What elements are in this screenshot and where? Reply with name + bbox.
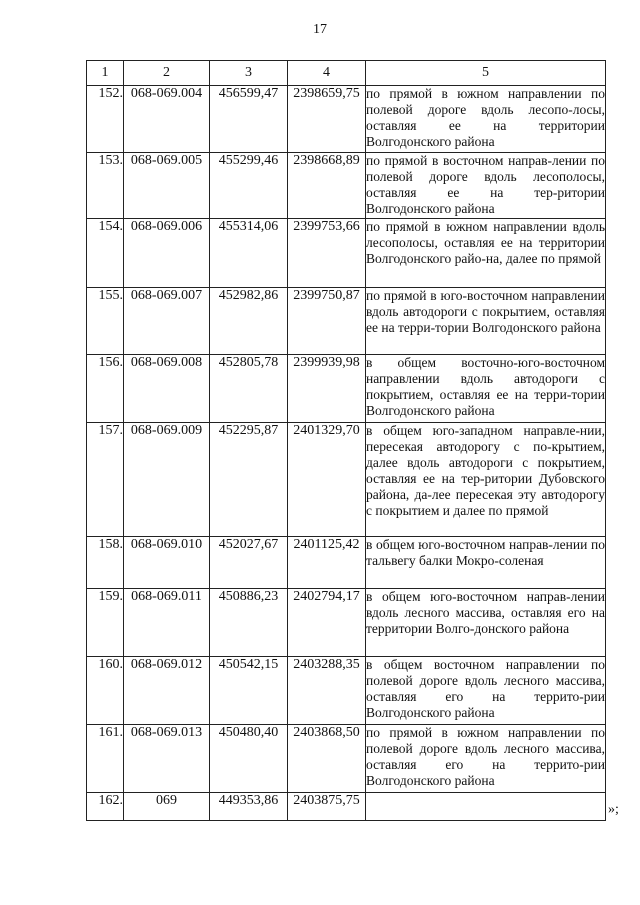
coord-x: 449353,86 — [210, 793, 288, 821]
header-col-5: 5 — [366, 61, 606, 86]
coord-x: 452027,67 — [210, 537, 288, 589]
page-number: 17 — [313, 22, 327, 37]
table-row — [87, 153, 606, 219]
coord-y: 2398659,75 — [288, 86, 366, 153]
header-col-2: 2 — [124, 61, 210, 86]
table-row — [87, 793, 606, 821]
boundary-description: по прямой в южном направлении по полевой дороге вдоль лесного массива, оставляя его на террито-рии Волгодонского района — [366, 725, 606, 793]
coord-x: 450480,40 — [210, 725, 288, 793]
table-row — [87, 355, 606, 423]
table-row — [87, 657, 606, 725]
coord-y: 2403875,75 — [288, 793, 366, 821]
coord-x: 450542,15 — [210, 657, 288, 725]
boundary-description — [366, 793, 606, 821]
header-col-3: 3 — [210, 61, 288, 86]
coord-y: 2402794,17 — [288, 589, 366, 657]
coord-x: 452805,78 — [210, 355, 288, 423]
point-code: 068-069.007 — [124, 288, 210, 355]
row-number: 156. — [87, 355, 124, 423]
boundary-description: в общем восточном направлении по полевой дороге вдоль лесного массива, оставляя его на террито-рии Волгодонского района — [366, 657, 606, 725]
table-row — [87, 537, 606, 589]
table-row — [87, 725, 606, 793]
coord-x: 456599,47 — [210, 86, 288, 153]
row-number: 162. — [87, 793, 124, 821]
row-number: 159. — [87, 589, 124, 657]
coord-x: 450886,23 — [210, 589, 288, 657]
row-number: 158. — [87, 537, 124, 589]
table-row — [87, 219, 606, 288]
point-code: 068-069.006 — [124, 219, 210, 288]
table-header-row — [87, 61, 606, 86]
coord-x: 455314,06 — [210, 219, 288, 288]
coord-x: 455299,46 — [210, 153, 288, 219]
point-code: 069 — [124, 793, 210, 821]
point-code: 068-069.011 — [124, 589, 210, 657]
boundary-description: в общем восточно-юго-восточном направлении вдоль автодороги с покрытием, оставляя ее на терри-тории Волгодонского района — [366, 355, 606, 423]
row-number: 161. — [87, 725, 124, 793]
point-code: 068-069.009 — [124, 423, 210, 537]
coord-y: 2403288,35 — [288, 657, 366, 725]
row-number: 152. — [87, 86, 124, 153]
boundary-description: по прямой в южном направлении по полевой дороге вдоль лесопо-лосы, оставляя ее на территории Волгодонского района — [366, 86, 606, 153]
boundary-description: в общем юго-восточном направ-лении по тальвегу балки Мокро-соленая — [366, 537, 606, 589]
table-row — [87, 288, 606, 355]
point-code: 068-069.013 — [124, 725, 210, 793]
coord-y: 2401329,70 — [288, 423, 366, 537]
row-number: 153. — [87, 153, 124, 219]
coord-y: 2399939,98 — [288, 355, 366, 423]
coord-x: 452295,87 — [210, 423, 288, 537]
boundary-description: по прямой в юго-восточном направлении вдоль автодороги с покрытием, оставляя ее на терри-тории Волгодонского района — [366, 288, 606, 355]
row-number: 154. — [87, 219, 124, 288]
table-row — [87, 423, 606, 537]
coord-y: 2399750,87 — [288, 288, 366, 355]
header-col-4: 4 — [288, 61, 366, 86]
row-number: 155. — [87, 288, 124, 355]
coord-y: 2399753,66 — [288, 219, 366, 288]
boundary-description: в общем юго-восточном направ-лении вдоль лесного массива, оставляя его на территории Волго-донского района — [366, 589, 606, 657]
boundary-description: в общем юго-западном направле-нии, пересекая автодорогу с по-крытием, далее вдоль автодороги с покрытием, оставляя ее на тер-ритории Дубовского района, да-лее пересекая эту автодорогу с покрытием и далее по прямой — [366, 423, 606, 537]
boundary-description: по прямой в южном направлении вдоль лесополосы, оставляя ее на территории Волгодонского райо-на, далее по прямой — [366, 219, 606, 288]
point-code: 068-069.012 — [124, 657, 210, 725]
point-code: 068-069.008 — [124, 355, 210, 423]
header-col-1: 1 — [87, 61, 124, 86]
coord-y: 2398668,89 — [288, 153, 366, 219]
closing-quote-mark: »; — [608, 802, 619, 817]
point-code: 068-069.005 — [124, 153, 210, 219]
row-number: 157. — [87, 423, 124, 537]
coord-x: 452982,86 — [210, 288, 288, 355]
boundary-description: по прямой в восточном направ-лении по полевой дороге вдоль лесополосы, оставляя ее на тер-ритории Волгодонского района — [366, 153, 606, 219]
table-row — [87, 589, 606, 657]
coordinates-table — [86, 60, 606, 821]
table-row — [87, 86, 606, 153]
point-code: 068-069.004 — [124, 86, 210, 153]
coord-y: 2401125,42 — [288, 537, 366, 589]
coord-y: 2403868,50 — [288, 725, 366, 793]
row-number: 160. — [87, 657, 124, 725]
point-code: 068-069.010 — [124, 537, 210, 589]
